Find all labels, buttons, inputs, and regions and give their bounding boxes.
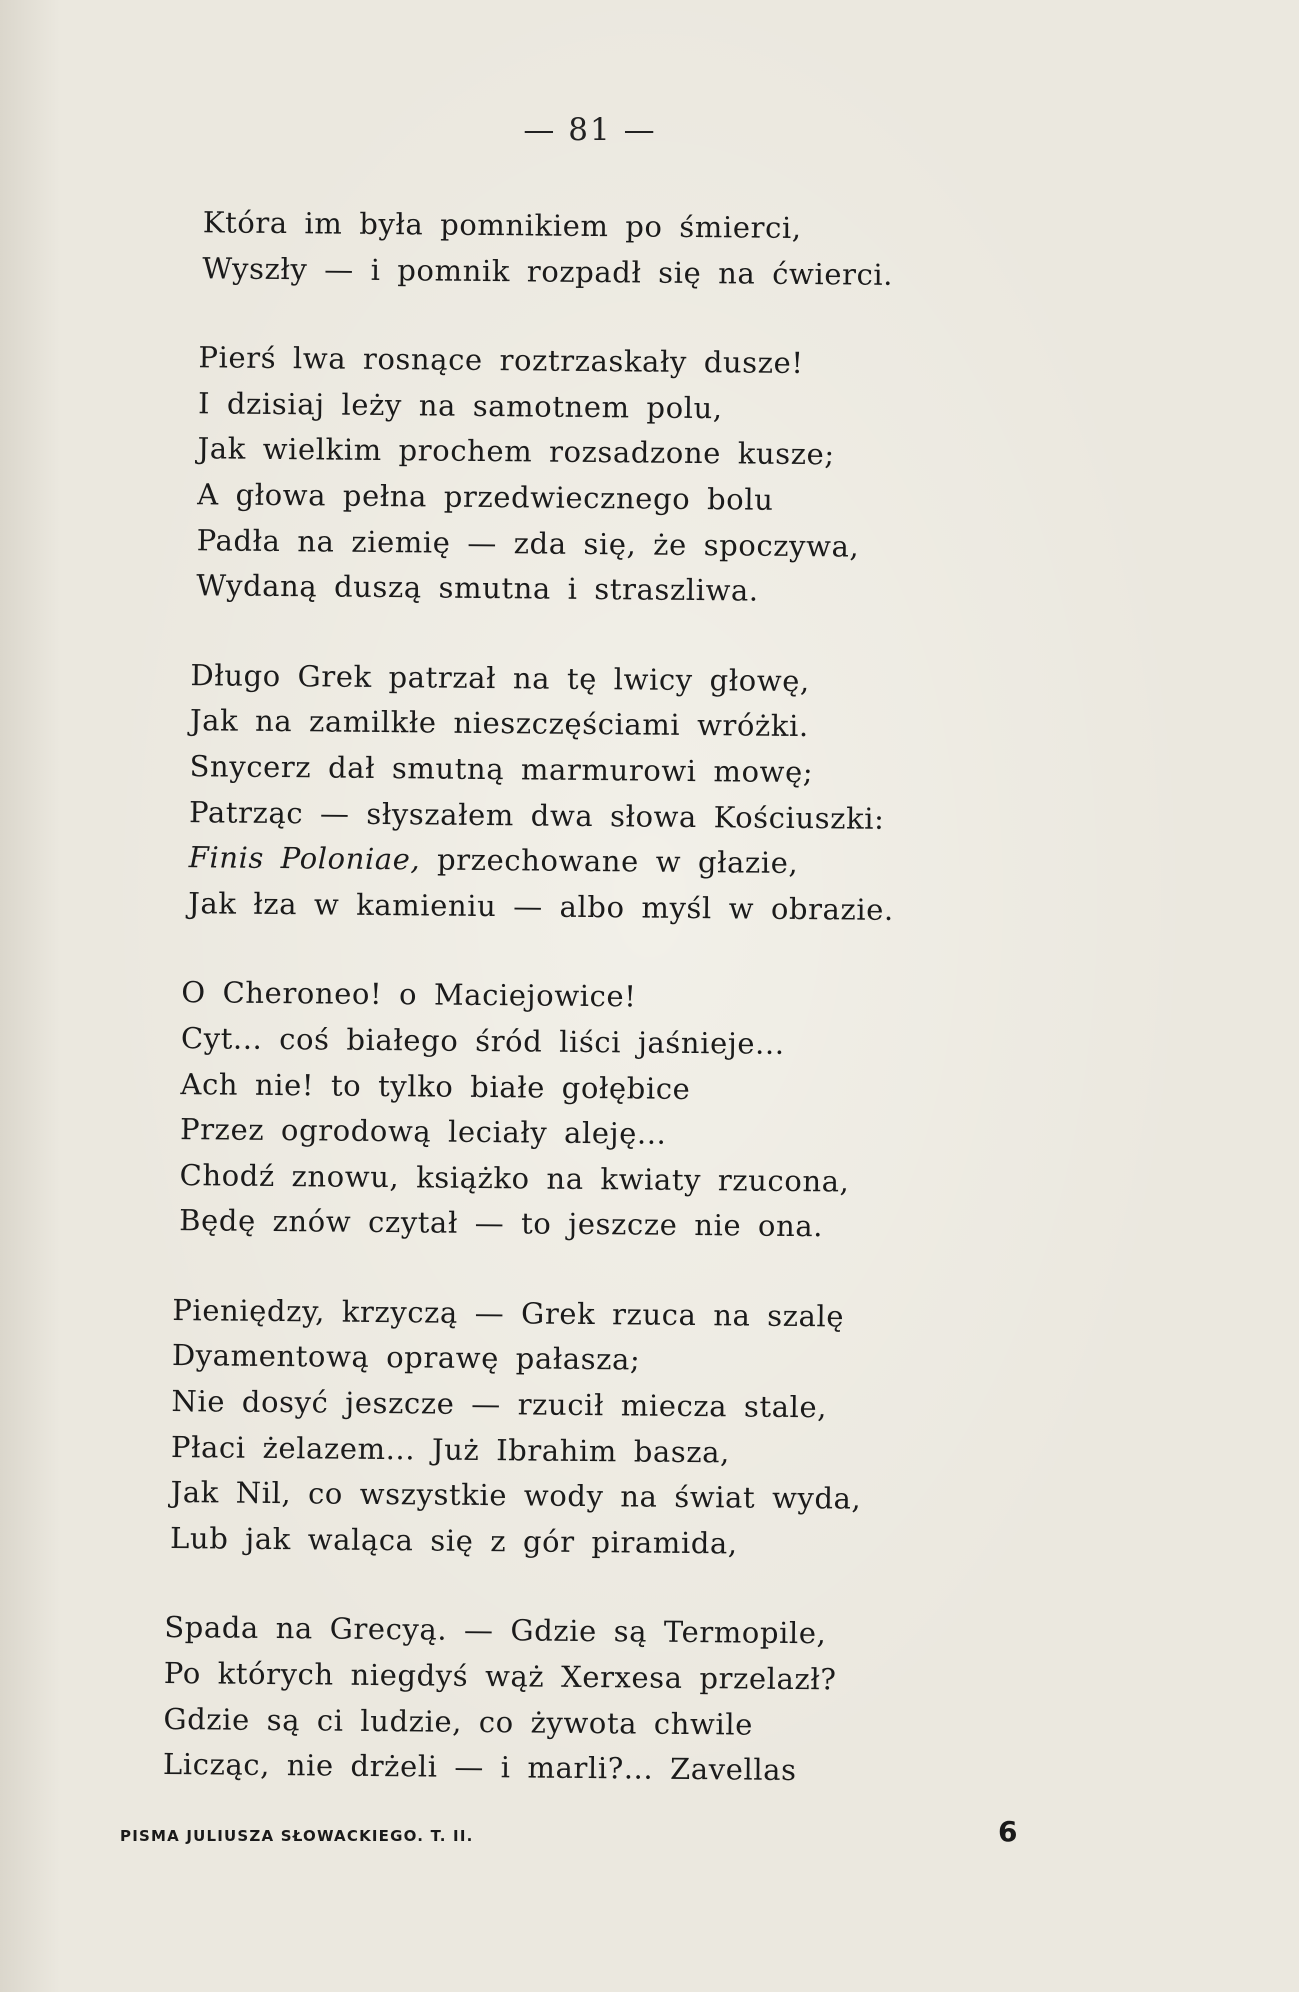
verse-line: Ach nie! to tylko białe gołębice xyxy=(180,1066,691,1106)
verse-line: Pieniędzy, krzyczą — Grek rzuca na szalę xyxy=(172,1292,845,1334)
signature-mark: 6 xyxy=(998,1815,1018,1848)
stanza-5 xyxy=(170,1288,1165,1571)
verse-line: Jak łza w kamieniu — albo myśl w obrazie. xyxy=(188,885,895,927)
verse-line: Licząc, nie drżeli — i marli?... Zavellas xyxy=(162,1747,797,1788)
verse-line: Pierś lwa rosnące roztrzaskały dusze! xyxy=(198,340,804,381)
verse-line: Wydaną duszą smutna i straszliwa. xyxy=(196,568,759,608)
verse-line: Gdzie są ci ludzie, co żywota chwile xyxy=(163,1701,754,1742)
verse-line: O Cheroneo! o Maciejowice! xyxy=(181,975,637,1014)
stanza-2 xyxy=(196,335,1174,618)
verse-line: Jak na zamilkłe nieszczęściami wróżki. xyxy=(189,703,809,744)
stanza-6 xyxy=(163,1605,1162,1797)
verse-line: Snycerz dał smutną marmurowi mowę; xyxy=(189,749,814,790)
verse-line: Nie dosyć jeszcze — rzucił miecza stale, xyxy=(171,1384,828,1425)
verse-line: Będę znów czytał — to jeszcze nie ona. xyxy=(179,1203,824,1244)
verse-line: Długo Grek patrzał na tę lwicy głowę, xyxy=(190,657,810,698)
verse-line: Padła na ziemię — zda się, że spoczywa, xyxy=(196,522,860,564)
verse-line: Chodź znowu, książko na kwiaty rzucona, xyxy=(179,1157,850,1199)
latin-phrase: Finis Poloniae, xyxy=(188,840,421,877)
stanza-3 xyxy=(188,653,1171,936)
stanza-4 xyxy=(179,970,1168,1253)
verse-line: Jak Nil, co wszystkie wody na świat wyda, xyxy=(170,1475,862,1516)
verse-line: Lub jak waląca się z gór piramida, xyxy=(169,1520,738,1561)
verse-line: Płaci żelazem... Już Ibrahim basza, xyxy=(170,1429,731,1470)
verse-line: Przez ogrodową leciały aleję... xyxy=(179,1112,667,1151)
stanza-1 xyxy=(202,200,1175,301)
verse-line: Patrząc — słyszałem dwa słowa Kościuszki: xyxy=(188,794,885,836)
verse-line: Wyszły — i pomnik rozpadł się na ćwierci. xyxy=(202,250,894,292)
verse-line: Po których niegdyś wąż Xerxesa przelazł? xyxy=(163,1655,837,1697)
page-number: — 81 — xyxy=(523,112,657,148)
verse-line: Spada na Grecyą. — Gdzie są Termopile, xyxy=(164,1610,827,1651)
footer-book-title: PISMA JULIUSZA SŁOWACKIEGO. T. II. xyxy=(120,1827,474,1845)
poem-text xyxy=(159,200,1175,1841)
verse-line-rest: przechowane w głazie, xyxy=(420,842,799,881)
verse-line: A głowa pełna przedwiecznego bolu xyxy=(197,477,774,517)
verse-line: Jak wielkim prochem rozsadzone kusze; xyxy=(197,431,835,472)
verse-line: Dyamentową oprawę pałasza; xyxy=(171,1338,641,1377)
verse-line: Cyt... coś białego śród liści jaśnieje... xyxy=(180,1021,785,1061)
verse-line: I dzisiaj leży na samotnem polu, xyxy=(197,386,723,426)
verse-line: Która im była pomnikiem po śmierci, xyxy=(202,205,802,246)
